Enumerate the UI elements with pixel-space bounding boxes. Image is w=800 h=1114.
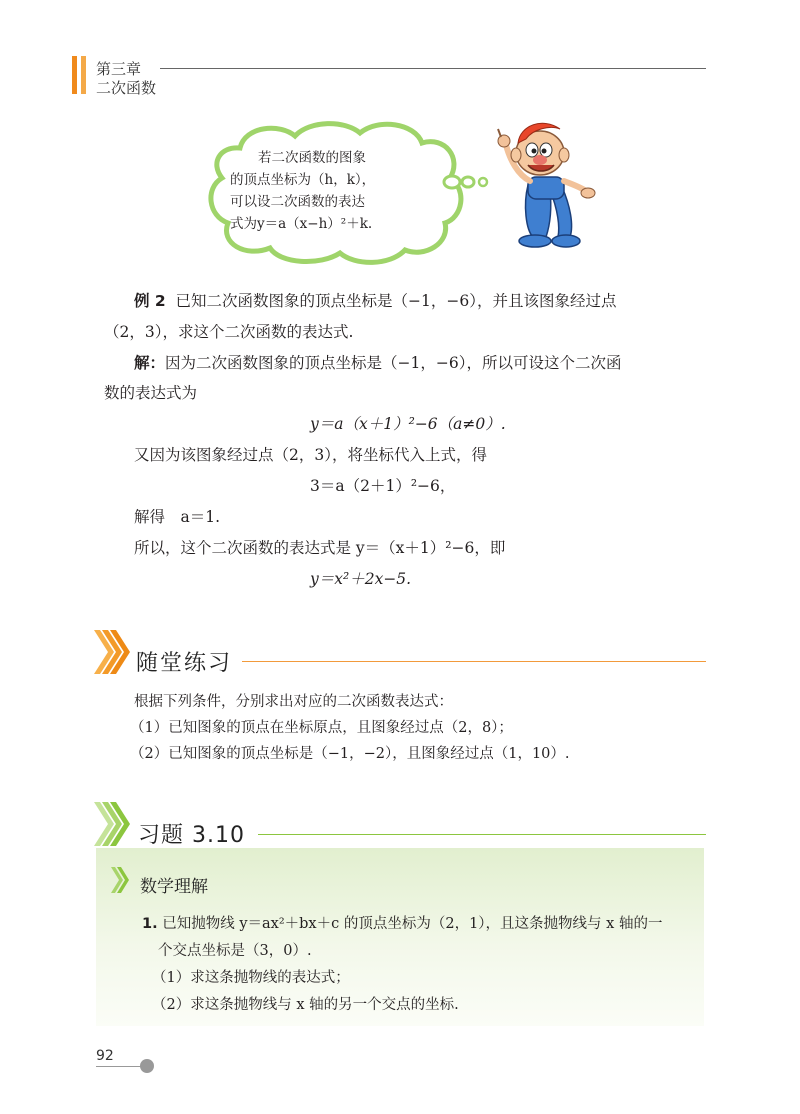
practice-item: （2）已知图象的顶点坐标是（−1，−2），且图象经过点（1，10）.: [130, 746, 570, 762]
equation-1: y＝a（x＋1）²−6（a≠0）.: [310, 415, 506, 433]
question-number: 1.: [142, 916, 158, 932]
example-line-2: （2，3），求这个二次函数的表达式.: [104, 323, 354, 341]
header-accent-bar: [72, 56, 77, 94]
cloud-line: 的顶点坐标为（h，k），: [230, 172, 376, 188]
page-number-rule: [96, 1066, 144, 1067]
equation-3: y＝x²＋2x−5.: [310, 570, 412, 588]
exercise-rule: [258, 834, 706, 835]
chevron-arrows-small-icon: [110, 866, 136, 894]
practice-intro: 根据下列条件，分别求出对应的二次函数表达式：: [134, 694, 453, 710]
question-1-part-b: （2）求这条抛物线与 x 轴的另一个交点的坐标.: [152, 997, 459, 1013]
question-1-part-a: （1）求这条抛物线的表达式；: [152, 970, 350, 986]
page-number: 92: [96, 1048, 114, 1064]
solution-line-1: [134, 351, 621, 373]
chevron-arrows-icon: [92, 628, 134, 676]
question-1-line-2: 个交点坐标是（3，0）.: [158, 943, 312, 959]
solution-line-2: 数的表达式为: [104, 384, 198, 402]
solution-text: 因为二次函数图象的顶点坐标是（−1，−6），所以可设这个二次函: [165, 354, 622, 372]
practice-title: 随堂练习: [136, 651, 233, 676]
cloud-line: 式为y＝a（x−h）²＋k.: [230, 216, 373, 232]
chevron-arrows-icon: [92, 800, 134, 848]
exercise-subsection: 数学理解: [140, 877, 208, 897]
example-line-1: [134, 289, 617, 311]
page-number-dot: [140, 1059, 154, 1073]
header-rule: [160, 68, 706, 69]
example-label: 例 2: [134, 292, 166, 310]
solution-label: 解：: [134, 354, 166, 372]
cloud-text: [230, 147, 430, 235]
chapter-subtitle: 二次函数: [96, 79, 157, 97]
chapter-label: 第三章: [96, 60, 142, 78]
solution-line-4: 解得 a＝1.: [134, 508, 221, 526]
example-question: 已知二次函数图象的顶点坐标是（−1，−6），并且该图象经过点: [175, 292, 617, 310]
solution-line-3: 又因为该图象经过点（2，3），将坐标代入上式，得: [134, 446, 487, 464]
solution-line-5: 所以，这个二次函数的表达式是 y＝（x＋1）²−6，即: [134, 539, 506, 557]
exercise-title: 习题 3.10: [138, 823, 245, 848]
cloud-line: 若二次函数的图象: [258, 150, 366, 166]
question-text: 已知抛物线 y＝ax²＋bx＋c 的顶点坐标为（2，1），且这条抛物线与 x 轴的一: [162, 916, 663, 932]
practice-item: （1）已知图象的顶点在坐标原点，且图象经过点（2，8）；: [130, 720, 513, 736]
equation-2: 3＝a（2＋1）²−6，: [310, 477, 456, 495]
cartoon-character-illustration: [488, 115, 598, 255]
question-1-line-1: [142, 912, 662, 933]
header-accent-bar-light: [81, 56, 86, 94]
cloud-line: 可以设二次函数的表达: [230, 194, 365, 210]
practice-rule: [242, 661, 706, 662]
